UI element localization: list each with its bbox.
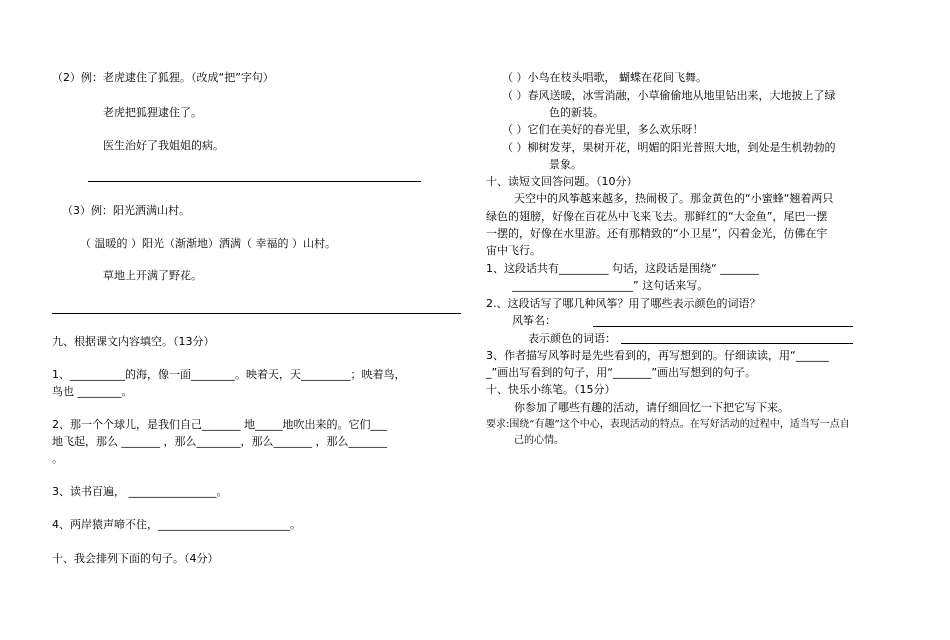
order-sentence-1: （ ）小鸟在枝头唱歌， 蝴蝶在花间飞舞。 [502, 71, 707, 84]
reading-title: 十、读短文回答问题。（10分） [486, 175, 638, 188]
fill-2-line-a: 2、那一个个球儿，是我们自己_______ 地_____地吹出来的。它们___ [52, 418, 387, 431]
fill-4: 4、两岸猿声啼不住，________________________。 [52, 518, 301, 531]
question-1-b: ______________________” 这句话来写。 [512, 279, 709, 292]
kite-names-label: 风筝名： [512, 314, 556, 327]
passage-line-2: 绿色的翅膀，好像在百花丛中飞来飞去。那鲜红的“大金鱼”，尾巴一摆 [486, 210, 828, 223]
answer-line-q3 [52, 313, 461, 314]
order-sentence-2-a: （ ）春风送暖，冰雪消融，小草偷偷地从地里钻出来，大地披上了绿 [502, 89, 836, 102]
color-words-answer-line [621, 343, 853, 344]
writing-instruction: 你参加了哪些有趣的活动，请仔细回忆一下把它写下来。 [514, 401, 789, 414]
q3-example: （ 温暖的 ）阳光（渐渐地）洒满（ 幸福的 ）山村。 [80, 237, 336, 250]
passage-line-4: 宙中飞行。 [486, 244, 541, 257]
writing-requirement-a: 要求:围绕“有趣”这个中心，表现活动的特点。在写好活动的过程中，适当写一点自 [486, 419, 850, 430]
q2-prompt: （2）例：老虎逮住了狐狸。（改成“把”字句） [52, 71, 274, 84]
writing-title: 十、快乐小练笔。（15分） [486, 383, 616, 396]
answer-line-q2 [88, 181, 421, 182]
question-2: 2.、这段话写了哪几种风筝？用了哪些表示颜色的词语？ [486, 297, 761, 310]
color-words-label: 表示颜色的词语： [528, 332, 616, 345]
fill-3: 3、读书百遍， ________________。 [52, 485, 228, 498]
question-3-a: 3、作者描写风筝时是先些看到的，再写想到的。仔细读读，用“______ [486, 349, 829, 362]
order-sentence-3: （ ）它们在美好的春光里，多么欢乐呀！ [502, 123, 704, 136]
fill-2-line-b: 地飞起，那么 _______ ，那么________，那么_______ ，那么_______ [52, 435, 387, 448]
q2-example: 老虎把狐狸逮住了。 [103, 106, 202, 119]
question-1-a: 1、这段话共有_________ 句话，这段话是围绕“ _______ [486, 262, 759, 275]
question-3-b: _”画出写看到的句子，用“_______”画出写想到的句子。 [486, 366, 757, 379]
q2-task: 医生治好了我姐姐的病。 [103, 139, 224, 152]
order-sentence-4-b: 景象。 [549, 158, 582, 171]
writing-requirement-b: 己的心情。 [514, 435, 564, 446]
passage-line-3: 一摆的，好像在水里游。还有那精致的“小卫星”，闪着金光，仿佛在宇 [486, 227, 828, 240]
order-sentence-4-a: （ ）柳树发芽，果树开花，明媚的阳光普照大地，到处是生机勃勃的 [502, 141, 836, 154]
fill-1-line-b: 鸟也 ________。 [52, 385, 133, 398]
order-sentence-2-b: 色的新装。 [549, 106, 604, 119]
q3-task: 草地上开满了野花。 [103, 269, 202, 282]
q3-prompt: （3）例：阳光洒满山村。 [62, 204, 190, 217]
section-9-title: 九、根据课文内容填空。（13分） [52, 335, 215, 348]
section-10-title: 十、我会排列下面的句子。（4分） [52, 552, 219, 565]
fill-2-line-c: 。 [52, 452, 63, 465]
kite-names-answer-line [593, 326, 853, 327]
fill-1-line-a: 1、__________的海，像一面________。映着天，天_________；映着鸟， [52, 368, 406, 381]
passage-line-1: 天空中的风筝越来越多，热闹极了。那金黄色的“小蜜蜂“翘着两只 [514, 192, 834, 205]
